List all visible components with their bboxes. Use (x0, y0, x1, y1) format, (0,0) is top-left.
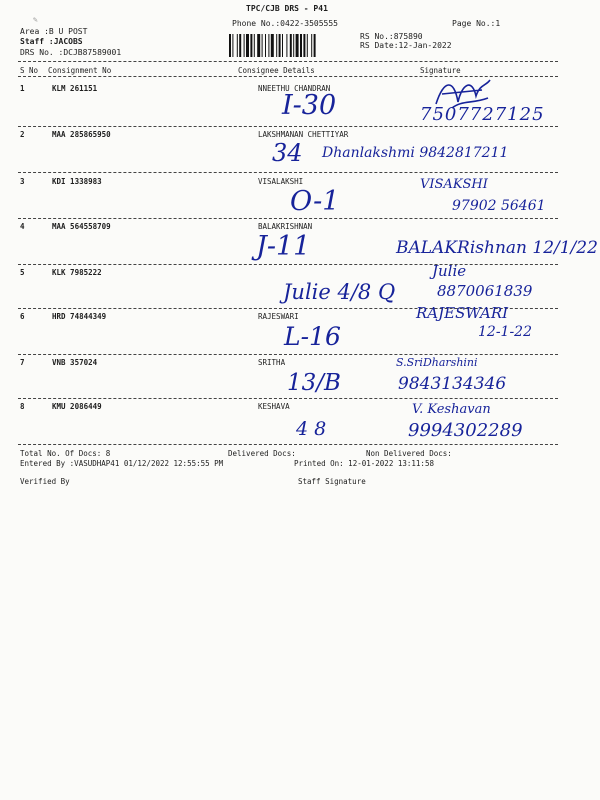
printed-on: Printed On: 12-01-2022 13:11:58 (294, 459, 434, 468)
barcode (229, 34, 353, 57)
row-sno: 3 (20, 177, 25, 186)
row-consignee: NNEETHU CHANDRAN (258, 84, 331, 93)
divider (18, 126, 558, 127)
row-consignment: KDI 1338983 (52, 177, 102, 186)
handwritten-flat: 4 8 (296, 418, 327, 440)
row-consignee: VISALAKSHI (258, 177, 304, 186)
row-sno: 1 (20, 84, 25, 93)
row-consignment: MAA 285865950 (52, 130, 111, 139)
row-consignment: VNB 357024 (52, 358, 98, 367)
row-sno: 7 (20, 358, 25, 367)
handwritten-phone: 97902 56461 (452, 198, 546, 214)
handwritten-name: VISAKSHI (420, 177, 488, 192)
area-label: Area :B U POST (20, 27, 88, 36)
row-consignee: RAJESWARI (258, 312, 299, 321)
divider (18, 172, 558, 173)
handwritten-flat: J-11 (256, 231, 311, 262)
handwritten-name: V. Keshavan (412, 402, 491, 417)
row-consignee: KESHAVA (258, 402, 290, 411)
row-sno: 5 (20, 268, 25, 277)
row-consignment: KMU 2086449 (52, 402, 102, 411)
row-consignee: LAKSHMANAN CHETTIYAR (258, 130, 349, 139)
handwritten-name: Julie (432, 262, 467, 280)
handwritten-flat: Julie 4/8 Q (283, 280, 396, 304)
handwritten-name: RAJESWARI (416, 304, 509, 322)
signature-scribble (432, 74, 492, 112)
row-sno: 2 (20, 130, 25, 139)
handwritten-name: S.SriDharshini (396, 356, 478, 369)
drs-number: DRS No. :DCJB87589001 (20, 48, 122, 57)
drs-title: TPC/CJB DRS - P41 (246, 4, 328, 13)
staff-signature: Staff Signature (298, 477, 366, 486)
col-sno: S No (20, 66, 39, 75)
handwritten-phone: 9994302289 (408, 420, 523, 441)
handwritten-signature: Dhanlakshmi 9842817211 (322, 145, 509, 161)
verified-by: Verified By (20, 477, 70, 486)
page-number: Page No.:1 (452, 19, 501, 28)
divider (18, 444, 558, 445)
row-sno: 6 (20, 312, 25, 321)
rs-date: RS Date:12-Jan-2022 (360, 41, 452, 50)
col-consignee: Consignee Details (238, 66, 315, 75)
row-consignment: MAA 564558709 (52, 222, 111, 231)
divider (18, 398, 558, 399)
entered-by: Entered By :VASUDHAP41 01/12/2022 12:55:55 PM (20, 459, 224, 468)
divider (18, 218, 558, 219)
handwritten-flat: L-16 (284, 322, 341, 351)
handwritten-flat: O-1 (290, 186, 340, 217)
row-consignment: KLK 7985222 (52, 268, 102, 277)
handwritten-phone: 8870061839 (437, 282, 533, 300)
row-sno: 8 (20, 402, 25, 411)
handwritten-phone: 9843134346 (398, 374, 507, 394)
handwritten-phone: 7507727125 (420, 104, 545, 125)
divider (18, 354, 558, 355)
row-consignee: SRITHA (258, 358, 286, 367)
handwritten-flat: I-30 (282, 90, 337, 121)
total-docs: Total No. Of Docs: 8 (20, 449, 111, 458)
row-consignment: KLM 261151 (52, 84, 98, 93)
rs-number: RS No.:875890 (360, 32, 423, 41)
handwritten-date: 12-1-22 (478, 324, 532, 340)
phone-number: Phone No.:0422-3505555 (232, 19, 338, 28)
row-consignee: BALAKRISHNAN (258, 222, 313, 231)
divider (18, 61, 558, 62)
delivered-docs: Delivered Docs: (228, 449, 296, 458)
scan-mark: ✎ (33, 15, 38, 24)
row-sno: 4 (20, 222, 25, 231)
handwritten-signature: BALAKRishnan 12/1/22 (396, 238, 598, 258)
row-consignment: HRD 74844349 (52, 312, 107, 321)
non-delivered-docs: Non Delivered Docs: (366, 449, 452, 458)
staff-label: Staff :JACOBS (20, 37, 83, 46)
handwritten-flat: 34 (272, 139, 303, 167)
divider (18, 264, 558, 265)
col-signature: Signature (420, 66, 461, 75)
handwritten-flat: 13/B (287, 370, 341, 396)
col-consignment: Consignment No (48, 66, 112, 75)
